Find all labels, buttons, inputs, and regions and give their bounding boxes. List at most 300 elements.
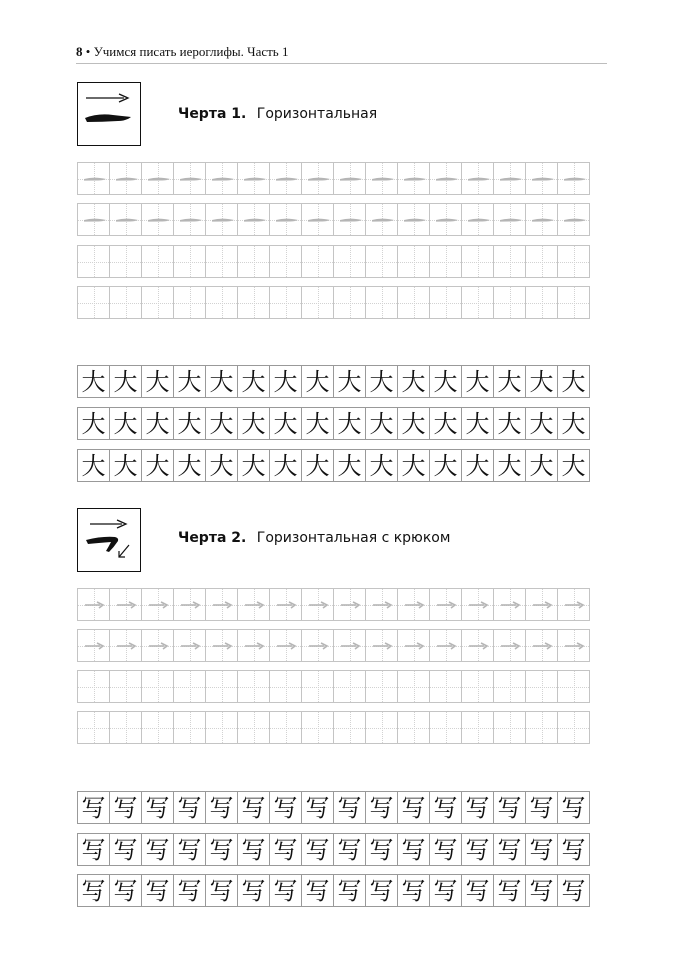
trace-horizontal-stroke [334,204,365,235]
character-cell: 写 [557,874,590,907]
character-cell: 大 [141,365,174,398]
character-cell: 大 [77,449,110,482]
character-cell: 大 [365,449,398,482]
trace-hook-stroke [270,630,301,661]
grid-cell [365,203,398,236]
trace-hook-stroke [526,589,557,620]
character-cell: 大 [205,365,238,398]
grid-cell [525,203,558,236]
grid-cell [333,162,366,195]
grid-cell [77,286,110,319]
grid-cell [109,629,142,662]
character-cell: 大 [301,407,334,440]
character-cell: 写 [141,791,174,824]
trace-horizontal-stroke [558,204,589,235]
grid-cell [365,245,398,278]
character-cell: 大 [301,449,334,482]
grid-cell [77,711,110,744]
character-cell: 写 [77,833,110,866]
character-cell: 大 [461,365,494,398]
character-cell: 大 [237,365,270,398]
character-cell: 大 [173,407,206,440]
grid-cell [397,711,430,744]
trace-hook-stroke [462,589,493,620]
character-cell: 大 [237,407,270,440]
grid-cell [173,670,206,703]
grid-cell [269,670,302,703]
character-cell: 写 [141,833,174,866]
grid-cell [333,629,366,662]
grid-cell [365,711,398,744]
grid-cell [557,629,590,662]
horizontal-hook-stroke-icon [77,508,141,572]
stroke-1-title [178,106,377,122]
grid-cell [429,203,462,236]
grid-cell [269,588,302,621]
trace-horizontal-stroke [174,204,205,235]
character-cell: 大 [461,449,494,482]
grid-cell [301,670,334,703]
character-cell: 写 [269,874,302,907]
trace-horizontal-stroke [526,204,557,235]
grid-cell [461,711,494,744]
character-cell: 大 [557,449,590,482]
trace-horizontal-stroke [398,163,429,194]
grid-cell [365,670,398,703]
grid-cell [301,203,334,236]
grid-cell [525,629,558,662]
grid-cell [429,670,462,703]
running-header [76,44,288,60]
character-cell: 大 [525,449,558,482]
grid-cell [333,245,366,278]
character-cell: 大 [397,407,430,440]
character-cell: 写 [525,833,558,866]
trace-hook-stroke [206,630,237,661]
character-cell: 大 [397,449,430,482]
grid-cell [525,588,558,621]
grid-cell [141,203,174,236]
character-cell: 写 [269,833,302,866]
grid-cell [525,670,558,703]
character-cell: 写 [557,791,590,824]
grid-cell [461,670,494,703]
character-cell: 写 [205,874,238,907]
trace-hook-stroke [270,589,301,620]
trace-horizontal-stroke [142,163,173,194]
trace-hook-stroke [110,630,141,661]
grid-cell [461,286,494,319]
stroke-2-number: Черта 2. [178,530,247,546]
trace-hook-stroke [142,630,173,661]
grid-cell [77,670,110,703]
grid-cell [269,245,302,278]
horizontal-stroke-icon [77,82,141,146]
trace-horizontal-stroke [78,204,109,235]
character-cell: 写 [237,874,270,907]
stroke-1-name: Горизонтальная [256,106,378,122]
header-separator: • [85,44,91,59]
grid-cell [493,162,526,195]
character-cell: 写 [525,791,558,824]
page-number: 8 [76,44,83,59]
character-cell: 大 [493,407,526,440]
trace-row [77,629,590,662]
grid-cell [205,588,238,621]
character-cell: 大 [109,449,142,482]
grid-cell [461,629,494,662]
grid-cell [333,711,366,744]
trace-horizontal-stroke [462,204,493,235]
grid-cell [557,670,590,703]
character-cell: 大 [557,365,590,398]
trace-hook-stroke [334,630,365,661]
grid-cell [269,629,302,662]
grid-cell [141,588,174,621]
grid-cell [109,670,142,703]
grid-cell [237,629,270,662]
character-cell: 写 [269,791,302,824]
trace-hook-stroke [110,589,141,620]
character-cell: 写 [429,833,462,866]
grid-cell [557,711,590,744]
grid-cell [397,203,430,236]
char-row [77,833,590,866]
trace-horizontal-stroke [366,204,397,235]
grid-cell [141,711,174,744]
trace-horizontal-stroke [78,163,109,194]
character-cell: 写 [333,791,366,824]
trace-hook-stroke [366,630,397,661]
trace-hook-stroke [398,630,429,661]
grid-cell [525,711,558,744]
grid-cell [173,286,206,319]
character-cell: 大 [109,365,142,398]
grid-cell [493,711,526,744]
character-cell: 写 [77,791,110,824]
trace-hook-stroke [174,630,205,661]
character-cell: 写 [429,874,462,907]
character-cell: 大 [429,449,462,482]
character-cell: 写 [173,791,206,824]
grid-cell [173,629,206,662]
trace-hook-stroke [142,589,173,620]
grid-cell [333,588,366,621]
grid-cell [557,203,590,236]
character-cell: 大 [397,365,430,398]
char-row [77,791,590,824]
grid-cell [205,629,238,662]
trace-row [77,203,590,236]
trace-horizontal-stroke [462,163,493,194]
grid-cell [109,588,142,621]
grid-cell [429,286,462,319]
grid-cell [557,162,590,195]
character-cell: 写 [205,791,238,824]
character-cell: 大 [77,407,110,440]
character-cell: 写 [333,833,366,866]
grid-cell [173,245,206,278]
char-row [77,449,590,482]
blank-row [77,286,590,319]
trace-horizontal-stroke [142,204,173,235]
trace-horizontal-stroke [238,204,269,235]
character-cell: 大 [525,407,558,440]
grid-cell [109,286,142,319]
grid-cell [205,670,238,703]
character-cell: 大 [333,449,366,482]
grid-cell [141,629,174,662]
grid-cell [429,629,462,662]
character-cell: 大 [269,449,302,482]
grid-cell [397,670,430,703]
character-cell: 写 [525,874,558,907]
grid-cell [461,245,494,278]
character-cell: 大 [429,407,462,440]
character-cell: 大 [525,365,558,398]
trace-horizontal-stroke [366,163,397,194]
grid-cell [429,162,462,195]
grid-cell [173,588,206,621]
grid-cell [205,203,238,236]
trace-hook-stroke [206,589,237,620]
grid-cell [237,711,270,744]
blank-row [77,711,590,744]
grid-cell [109,245,142,278]
grid-cell [301,588,334,621]
grid-cell [397,588,430,621]
character-cell: 写 [301,874,334,907]
grid-cell [77,588,110,621]
grid-cell [141,245,174,278]
grid-cell [429,245,462,278]
trace-horizontal-stroke [110,163,141,194]
trace-row [77,588,590,621]
trace-hook-stroke [558,589,589,620]
trace-horizontal-stroke [110,204,141,235]
grid-cell [493,203,526,236]
character-cell: 写 [365,833,398,866]
grid-cell [77,245,110,278]
character-cell: 写 [205,833,238,866]
grid-cell [237,670,270,703]
character-cell: 大 [365,407,398,440]
character-cell: 写 [109,874,142,907]
trace-horizontal-stroke [430,163,461,194]
grid-cell [365,162,398,195]
stroke-2-name: Горизонтальная с крюком [256,530,451,546]
grid-cell [77,162,110,195]
grid-cell [493,286,526,319]
grid-cell [77,203,110,236]
grid-cell [333,670,366,703]
grid-cell [237,286,270,319]
grid-cell [109,203,142,236]
grid-cell [429,711,462,744]
trace-hook-stroke [78,630,109,661]
grid-cell [173,711,206,744]
grid-cell [237,588,270,621]
character-cell: 写 [237,833,270,866]
character-cell: 大 [205,407,238,440]
character-cell: 写 [77,874,110,907]
trace-hook-stroke [334,589,365,620]
character-cell: 大 [493,365,526,398]
character-cell: 大 [429,365,462,398]
trace-hook-stroke [494,630,525,661]
trace-horizontal-stroke [302,204,333,235]
character-cell: 写 [301,791,334,824]
book-title: Учимся писать иероглифы. Часть 1 [93,44,289,59]
grid-cell [557,245,590,278]
header-rule [76,63,607,64]
character-cell: 大 [557,407,590,440]
character-cell: 写 [365,791,398,824]
grid-cell [461,162,494,195]
grid-cell [333,286,366,319]
trace-hook-stroke [462,630,493,661]
grid-cell [461,203,494,236]
trace-horizontal-stroke [398,204,429,235]
character-cell: 大 [141,449,174,482]
trace-hook-stroke [558,630,589,661]
trace-horizontal-stroke [174,163,205,194]
grid-cell [365,286,398,319]
trace-horizontal-stroke [206,163,237,194]
grid-cell [525,245,558,278]
trace-horizontal-stroke [334,163,365,194]
trace-horizontal-stroke [302,163,333,194]
character-cell: 大 [141,407,174,440]
grid-cell [365,629,398,662]
trace-hook-stroke [430,589,461,620]
character-cell: 写 [493,833,526,866]
grid-cell [237,162,270,195]
character-cell: 写 [493,791,526,824]
grid-cell [205,245,238,278]
grid-cell [493,629,526,662]
trace-hook-stroke [526,630,557,661]
character-cell: 大 [461,407,494,440]
character-cell: 写 [173,874,206,907]
grid-cell [205,286,238,319]
stroke-1-number: Черта 1. [178,106,247,122]
character-cell: 写 [397,874,430,907]
character-cell: 大 [173,365,206,398]
trace-hook-stroke [238,630,269,661]
grid-cell [109,711,142,744]
character-cell: 写 [301,833,334,866]
trace-hook-stroke [494,589,525,620]
character-cell: 大 [269,365,302,398]
character-cell: 写 [397,791,430,824]
char-row [77,407,590,440]
character-cell: 大 [205,449,238,482]
character-cell: 写 [173,833,206,866]
stroke-2-title [178,530,450,546]
grid-cell [397,162,430,195]
trace-horizontal-stroke [494,163,525,194]
grid-cell [269,203,302,236]
character-cell: 写 [365,874,398,907]
grid-cell [461,588,494,621]
grid-cell [205,711,238,744]
grid-cell [237,245,270,278]
grid-cell [237,203,270,236]
grid-cell [301,245,334,278]
grid-cell [269,162,302,195]
grid-cell [525,162,558,195]
trace-hook-stroke [174,589,205,620]
blank-row [77,670,590,703]
grid-cell [365,588,398,621]
trace-horizontal-stroke [206,204,237,235]
grid-cell [493,588,526,621]
character-cell: 写 [333,874,366,907]
trace-hook-stroke [78,589,109,620]
character-cell: 大 [493,449,526,482]
grid-cell [205,162,238,195]
grid-cell [141,162,174,195]
grid-cell [557,588,590,621]
grid-cell [109,162,142,195]
grid-cell [493,245,526,278]
grid-cell [173,162,206,195]
blank-row [77,245,590,278]
trace-horizontal-stroke [558,163,589,194]
trace-horizontal-stroke [270,163,301,194]
character-cell: 大 [77,365,110,398]
char-row [77,874,590,907]
grid-cell [173,203,206,236]
character-cell: 写 [429,791,462,824]
grid-cell [269,711,302,744]
trace-hook-stroke [398,589,429,620]
trace-horizontal-stroke [270,204,301,235]
trace-horizontal-stroke [430,204,461,235]
trace-hook-stroke [366,589,397,620]
character-cell: 大 [237,449,270,482]
trace-row [77,162,590,195]
grid-cell [397,245,430,278]
character-cell: 写 [461,833,494,866]
grid-cell [141,286,174,319]
char-row [77,365,590,398]
grid-cell [397,286,430,319]
character-cell: 大 [173,449,206,482]
character-cell: 写 [109,833,142,866]
character-cell: 大 [333,365,366,398]
grid-cell [301,629,334,662]
grid-cell [77,629,110,662]
character-cell: 大 [333,407,366,440]
trace-horizontal-stroke [526,163,557,194]
character-cell: 写 [141,874,174,907]
trace-hook-stroke [302,589,333,620]
character-cell: 写 [557,833,590,866]
character-cell: 写 [461,791,494,824]
grid-cell [301,162,334,195]
character-cell: 写 [397,833,430,866]
trace-horizontal-stroke [494,204,525,235]
trace-hook-stroke [302,630,333,661]
character-cell: 写 [109,791,142,824]
character-cell: 大 [109,407,142,440]
character-cell: 大 [269,407,302,440]
grid-cell [397,629,430,662]
trace-hook-stroke [430,630,461,661]
grid-cell [301,286,334,319]
